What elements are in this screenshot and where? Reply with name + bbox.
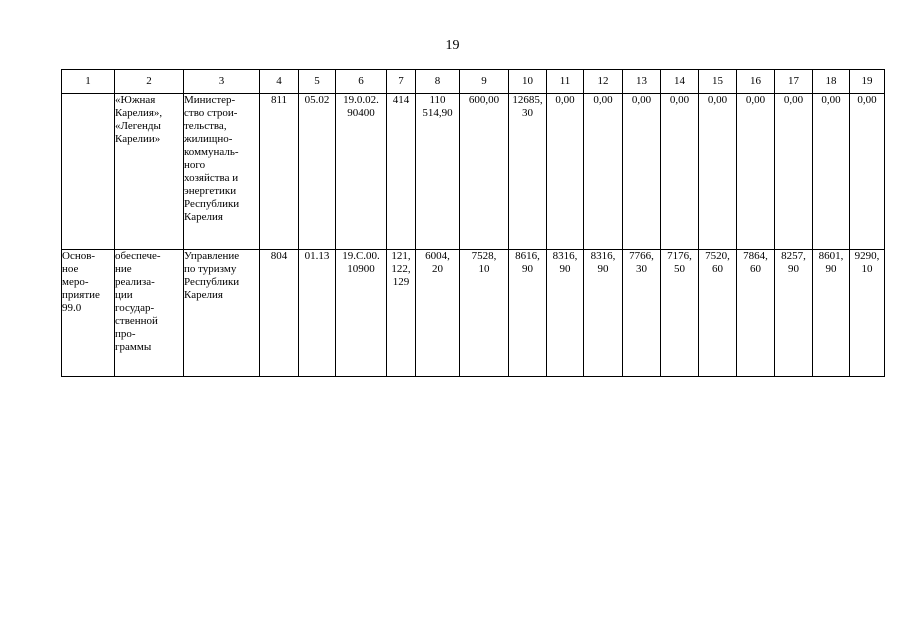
header-cell: 13 [623,70,661,94]
table-cell: 0,00 [813,94,850,250]
table-cell: 600,00 [460,94,509,250]
header-cell: 6 [336,70,387,94]
header-cell: 1 [62,70,115,94]
header-cell: 14 [661,70,699,94]
table-cell: 05.02 [299,94,336,250]
table-cell: 01.13 [299,250,336,377]
budget-table [61,69,885,377]
header-cell: 19 [850,70,885,94]
header-cell: 9 [460,70,509,94]
table-cell: 8616, 90 [509,250,547,377]
table-cell: 110 514,90 [416,94,460,250]
table-cell: 7864, 60 [737,250,775,377]
table-cell: «Южная Карелия», «Легенды Карелии» [115,94,184,250]
table-cell: 0,00 [699,94,737,250]
header-cell: 5 [299,70,336,94]
header-cell: 3 [184,70,260,94]
page-number: 19 [445,38,460,53]
table-cell: 8316, 90 [547,250,584,377]
table-cell: Министер- ство строи- тельства, жилищно- коммуналь- ного хозяйства и энергетики Республики Карелия [184,94,260,250]
header-cell: 12 [584,70,623,94]
table-cell: 8316, 90 [584,250,623,377]
header-cell: 18 [813,70,850,94]
table-cell: 9290, 10 [850,250,885,377]
header-cell: 15 [699,70,737,94]
table-cell [62,94,115,250]
table-cell: 811 [260,94,299,250]
table-cell: 0,00 [661,94,699,250]
header-cell: 7 [387,70,416,94]
table-cell: 6004, 20 [416,250,460,377]
table-cell: 19.0.02. 90400 [336,94,387,250]
header-cell: 8 [416,70,460,94]
header-cell: 10 [509,70,547,94]
table-cell: 0,00 [850,94,885,250]
table-cell: 0,00 [623,94,661,250]
table-cell: 0,00 [547,94,584,250]
header-cell: 11 [547,70,584,94]
table-cell: Основ- ное меро- приятие 99.0 [62,250,115,377]
table-cell: 19.С.00. 10900 [336,250,387,377]
table-row [62,250,885,377]
table-cell: 8257, 90 [775,250,813,377]
table-cell: 12685, 30 [509,94,547,250]
header-cell: 16 [737,70,775,94]
table-cell: 7528, 10 [460,250,509,377]
header-cell: 17 [775,70,813,94]
table-cell: 0,00 [737,94,775,250]
table-cell: Управление по туризму Республики Карелия [184,250,260,377]
header-cell: 4 [260,70,299,94]
table-cell: 414 [387,94,416,250]
header-cell: 2 [115,70,184,94]
table-row [62,94,885,250]
table-cell: 7766, 30 [623,250,661,377]
table-cell: 0,00 [584,94,623,250]
table-cell: 7176, 50 [661,250,699,377]
table-cell: 8601, 90 [813,250,850,377]
table-cell: 804 [260,250,299,377]
table-cell: 121, 122, 129 [387,250,416,377]
table-header-row [62,70,885,94]
table-cell: 7520, 60 [699,250,737,377]
table-cell: обеспече- ние реализа- ции государ- ственной про- граммы [115,250,184,377]
table-cell: 0,00 [775,94,813,250]
